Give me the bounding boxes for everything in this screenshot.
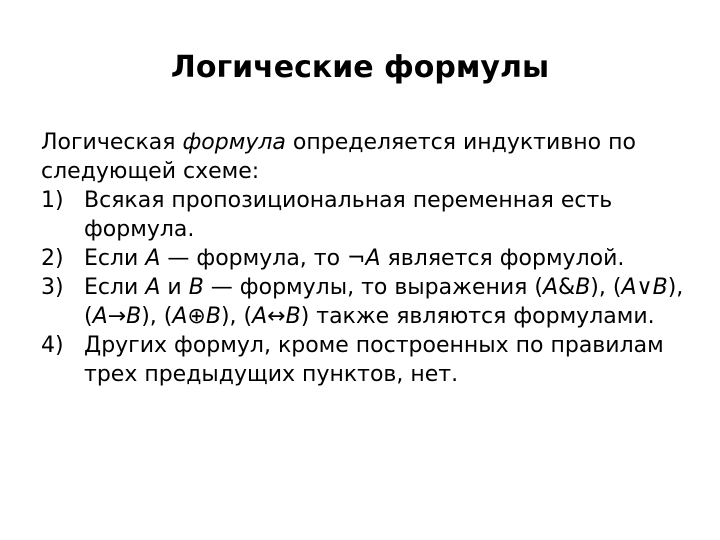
list-item [41,273,701,331]
item-number: 1) [41,188,64,213]
disjunction-symbol: ∨ [636,275,653,300]
intro-text-end: определяется индуктивно по следующей схеме: [41,130,636,184]
xor-symbol: ⊕ [187,304,206,329]
intro-text-start: Логическая [41,130,183,155]
text-fragment: Если [84,275,146,300]
rules-list [41,186,701,389]
text-fragment: является формулой. [380,246,625,271]
variable-b: B [126,304,142,329]
text-fragment: ) также являются формулами. [300,304,655,329]
intro-paragraph [41,128,701,186]
variable-a: A [621,275,637,300]
list-item [41,244,701,273]
text-fragment: Если [84,246,146,271]
list-item [41,186,701,244]
intro-term: формула [182,130,286,155]
conjunction-symbol: & [558,275,576,300]
variable-b: B [575,275,591,300]
text-fragment: — формула, то ¬ [160,246,366,271]
item-number: 2) [41,246,64,271]
variable-a: A [252,304,268,329]
text-fragment: и [160,275,189,300]
variable-a: A [542,275,559,300]
text-fragment: ), ( [84,275,684,329]
text-fragment: ), ( [590,275,622,300]
equivalence-symbol: ↔ [267,304,286,329]
text-fragment: ), ( [141,304,173,329]
variable-a: A [145,246,161,271]
list-item [41,331,701,389]
item-text: Всякая пропозициональная переменная есть формула. [84,188,613,242]
item-text: Других формул, кроме построенных по правилам трех предыдущих пунктов, нет. [84,333,664,387]
item-number: 4) [41,333,64,358]
item-number: 3) [41,275,64,300]
variable-b: B [652,275,668,300]
implication-symbol: → [107,304,127,329]
variable-a: A [145,275,161,300]
text-fragment: ), ( [220,304,253,329]
variable-a: A [92,304,108,329]
variable-b: B [205,304,221,329]
variable-a: A [172,304,188,329]
text-fragment: — формулы, то выражения ( [203,275,543,300]
variable-a: A [365,246,381,271]
item-text [84,275,683,329]
slide-title: Логические формулы [170,50,550,85]
variable-b: B [188,275,204,300]
variable-b: B [285,304,301,329]
item-text [84,246,624,271]
slide-body [41,128,701,389]
